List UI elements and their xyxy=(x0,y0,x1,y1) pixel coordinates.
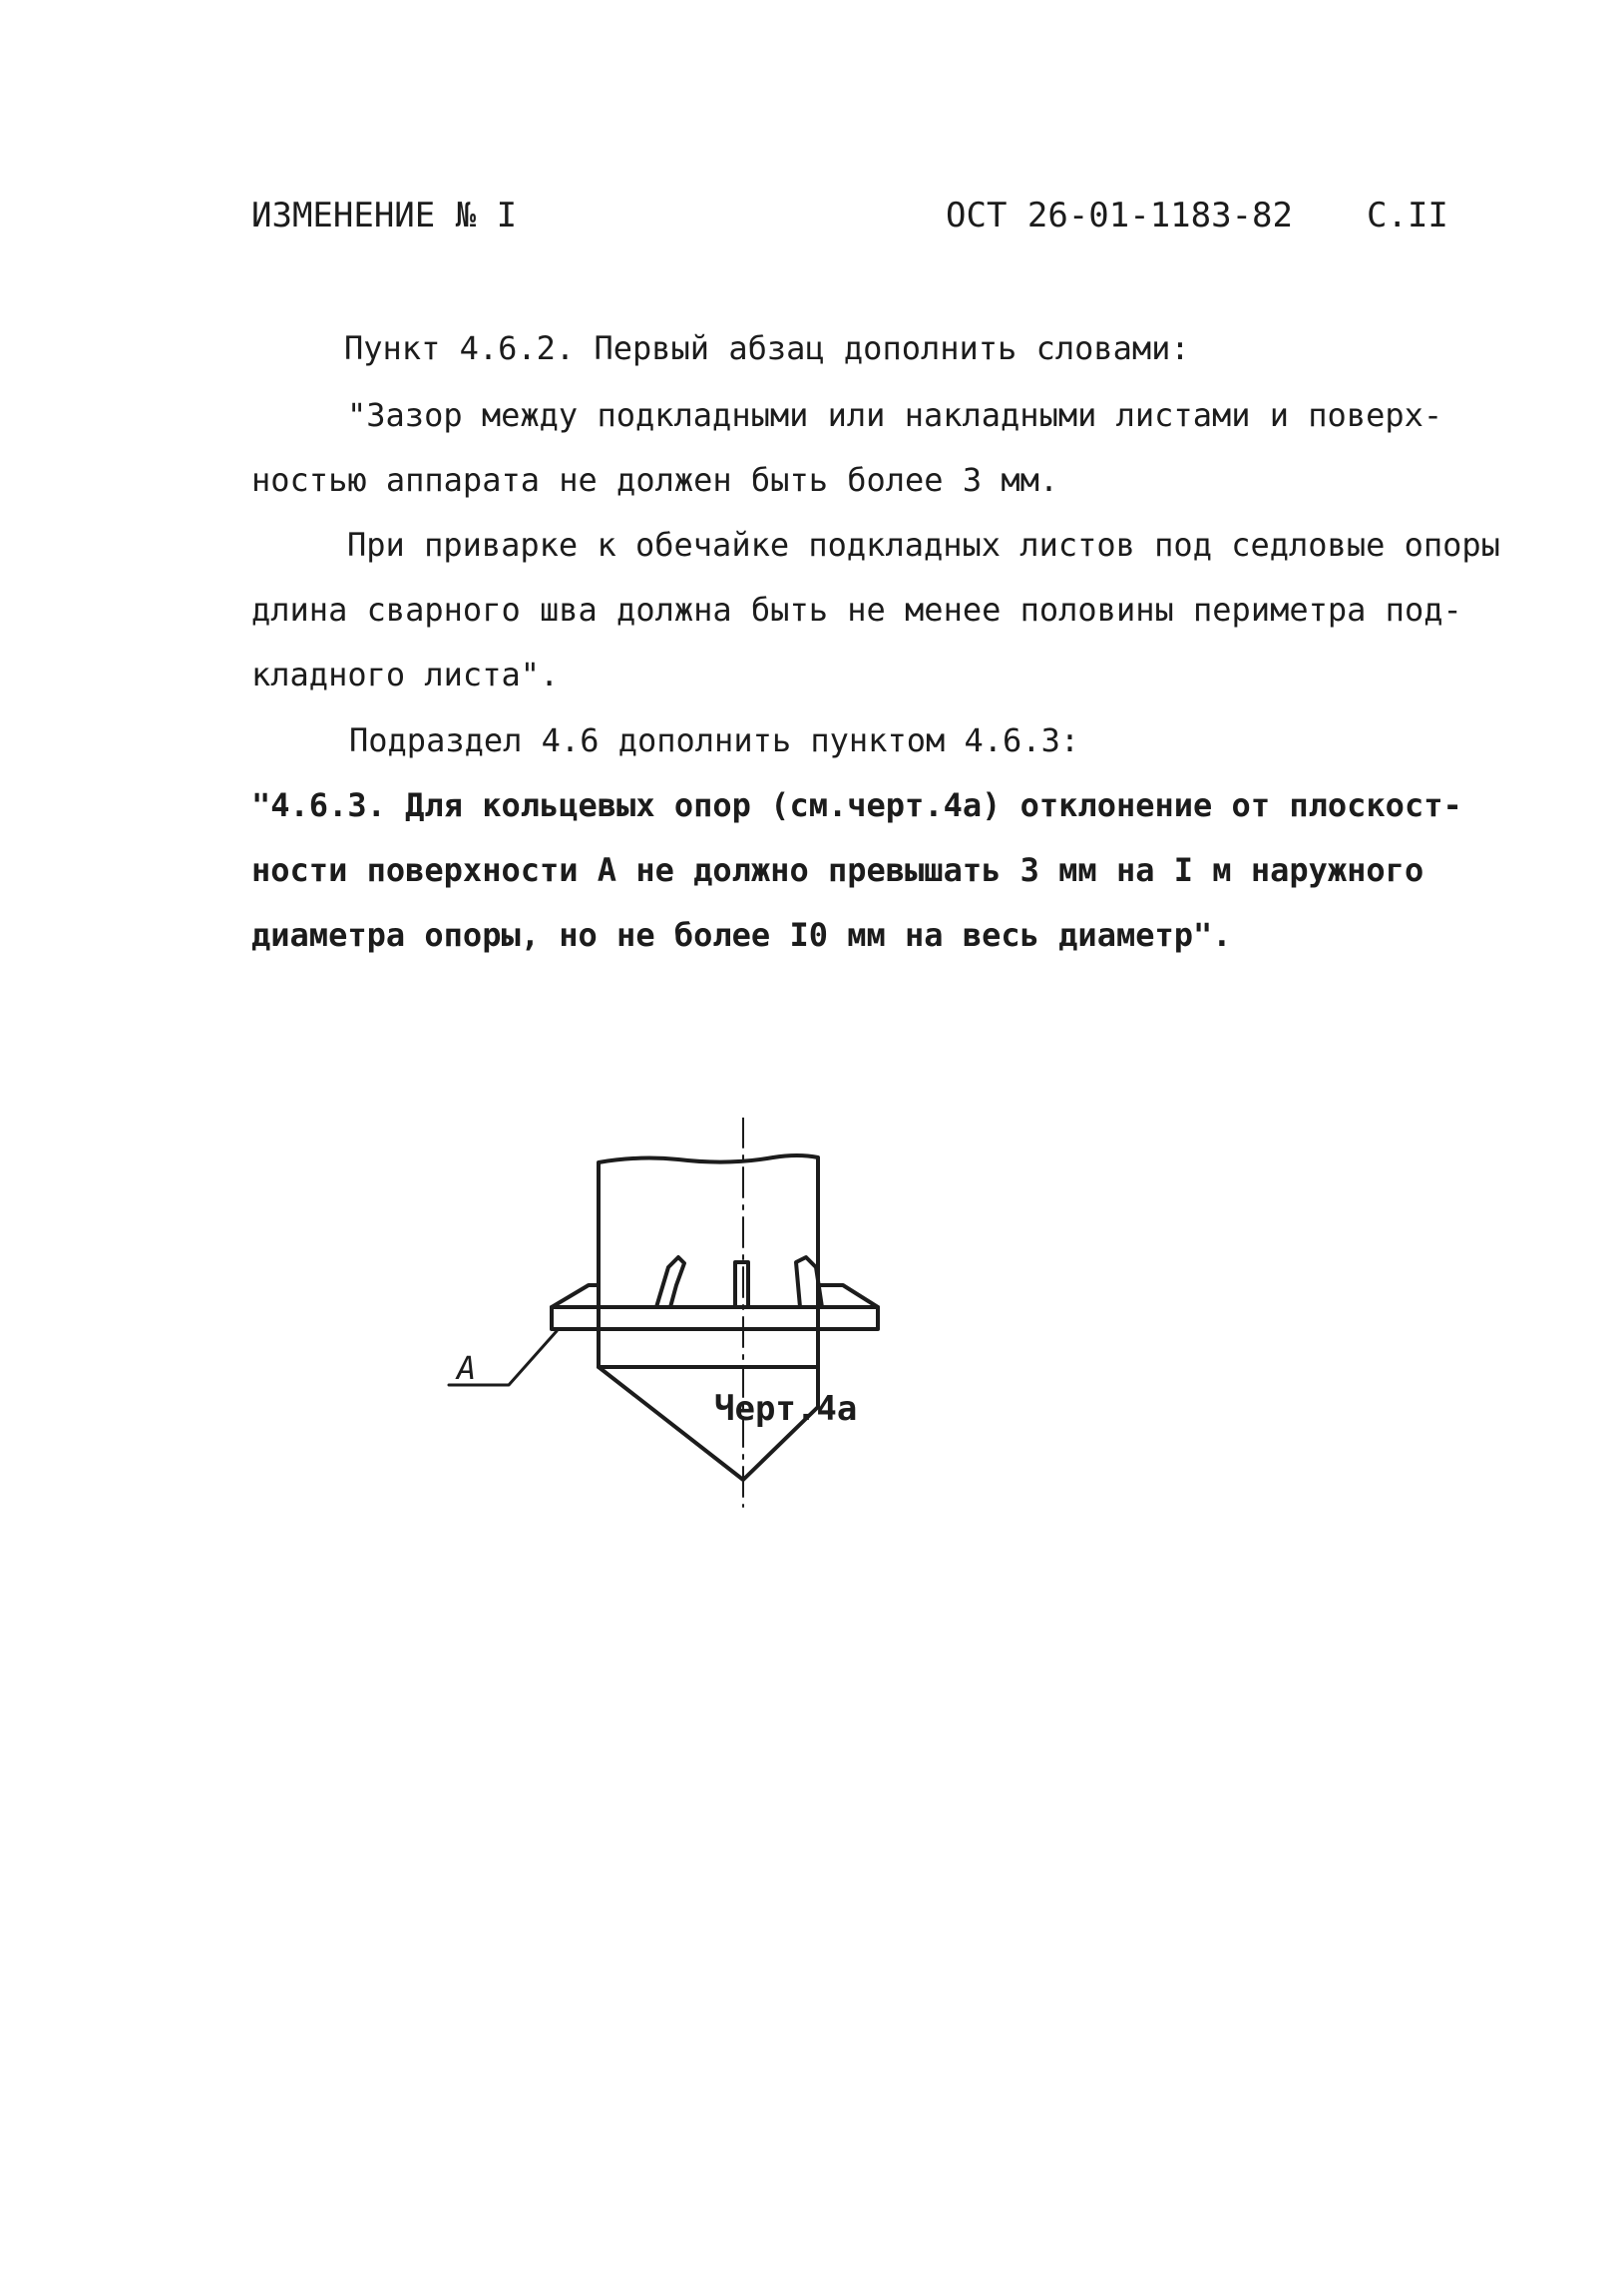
body-line: При приварке к обечайке подкладных листов под седловые опоры xyxy=(347,526,1500,564)
body-line: "4.6.3. Для кольцевых опор (см.черт.4а) отклонение от плоскост- xyxy=(251,786,1462,824)
body-line: длина сварного шва должна быть не менее половины периметра под- xyxy=(251,591,1462,629)
lower-skirt xyxy=(599,1329,818,1367)
figure-caption: Черт.4а xyxy=(714,1389,858,1429)
ring-left-bevel xyxy=(552,1285,599,1307)
body-line: "Зазор между подкладными или накладными листами и поверх- xyxy=(347,396,1443,434)
page-number: С.II xyxy=(1367,196,1448,235)
body-line: Подраздел 4.6 дополнить пунктом 4.6.3: xyxy=(349,721,1080,759)
body-line: ности поверхности А не должно превышать 3 мм на I м наружного xyxy=(251,851,1424,889)
vessel-shell xyxy=(599,1155,818,1357)
ring-support-drawing xyxy=(439,1118,958,1537)
body-line: кладного листа". xyxy=(251,656,560,693)
body-line: диаметра опоры, но не более I0 мм на весь диаметр". xyxy=(251,916,1232,954)
ring-plate xyxy=(552,1307,878,1329)
gusset-left xyxy=(656,1257,684,1307)
body-line: ностью аппарата не должен быть более 3 мм. xyxy=(251,461,1059,499)
ring-right-bevel xyxy=(818,1285,878,1307)
surface-a-label: А xyxy=(457,1349,477,1387)
body-line: Пункт 4.6.2. Первый абзац дополнить словами: xyxy=(344,329,1190,367)
document-code: ОСТ 26-01-1183-82 xyxy=(946,196,1293,235)
gusset-center xyxy=(735,1262,748,1307)
change-label: ИЗМЕНЕНИЕ № I xyxy=(251,196,518,235)
